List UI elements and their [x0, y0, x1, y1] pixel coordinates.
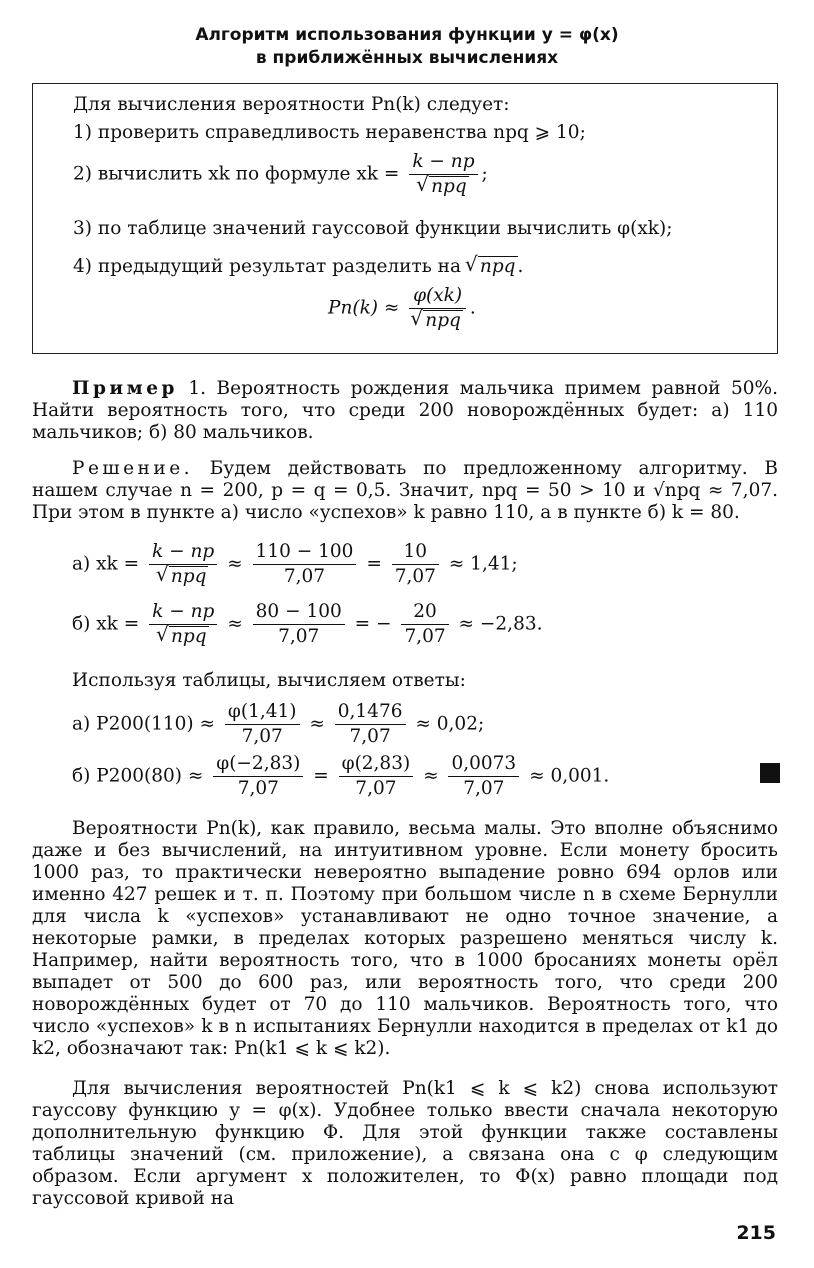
algorithm-title: [32, 24, 782, 70]
box-step-2: 2) вычислить xk по формуле xk = k − np √ npq ;: [73, 150, 488, 199]
box-step-4: 4) предыдущий результат разделить на √ npq .: [73, 256, 523, 277]
step2-prefix: 2) вычислить xk по формуле xk =: [73, 163, 400, 185]
algorithm-box: [32, 83, 778, 354]
answer-a: а) P200(110) ≈ $\frac{\varphi(1,41)}{7,07}$ ≈ $\frac{0,1476}{7,07}$ ≈ 0,02;: [72, 701, 485, 747]
title-line-1: Алгоритм использования функции y = φ(x): [195, 25, 619, 45]
equation-b: б) xk = k − np √ npq ≈ $\frac{80 - 100}{7,07}$ = − $\frac{20}{7,07}$ ≈ −2,83.: [72, 600, 543, 649]
box-step-1: 1) проверить справедливость неравенства npq ⩾ 10;: [73, 122, 586, 143]
end-of-proof-square: [760, 763, 780, 783]
box-step-3: 3) по таблице значений гауссовой функции вычислить φ(xk);: [73, 218, 673, 239]
paragraph-1: Вероятности Pn(k), как правило, весьма малы. Это вполне объяснимо даже и без вычислений, на интуитивном уровне. Если монету бросить 1000 раз, то практически невероятно выпадение ровно 694 орлов или именно 427 решек и т. п. Поэтому при большом числе n в схеме Бернулли для числа k «успехов» устанавливают не одно точное значение, а некоторые рамки, в пределах которых разрешено меняться числу k. Например, найти вероятность того, что в 1000 бросаниях монеты орёл выпадет от 500 до 600 раз, или вероятность того, что среди 200 новорождённых будет от 70 до 110 мальчиков. Вероятность того, что число «успехов» k в n испытаниях Бернулли находится в пределах от k1 до k2, обозначают так: Pn(k1 ⩽ k ⩽ k2).: [32, 818, 778, 1059]
step2-fraction: k − np √ npq: [409, 150, 477, 199]
solution-label: Решение.: [72, 458, 194, 479]
solution-paragraph: [32, 458, 778, 524]
using-tables-line: Используя таблицы, вычисляем ответы:: [72, 670, 466, 691]
equation-a: а) xk = k − np √ npq ≈ $\frac{110 - 100}{7,07}$ = $\frac{10}{7,07}$ ≈ 1,41;: [72, 540, 518, 589]
solution-text: Будем действовать по предложенному алгоритму. В нашем случае n = 200, p = q = 0,5. Значит, npq = 50 > 10 и √npq ≈ 7,07. При этом в пункте а) число «успехов» k равно 110, а в пункте б) k = 80.: [32, 458, 778, 523]
paragraph-2: Для вычисления вероятностей Pn(k1 ⩽ k ⩽ k2) снова используют гауссову функцию y = φ(x). Удобнее только ввести сначала некоторую дополнительную функцию Φ. Для этой функции также составлены таблицы значений (см. приложение), а связана она с φ следующим образом. Если аргумент x положителен, то Φ(x) равно площади под гауссовой кривой на: [32, 1078, 778, 1209]
example-text: 1. Вероятность рождения мальчика примем равной 50%. Найти вероятность того, что среди 200 новорождённых будет: а) 110 мальчиков; б) 80 мальчиков.: [32, 378, 778, 443]
page-number: 215: [736, 1222, 776, 1244]
answer-b: б) P200(80) ≈ $\frac{\varphi(-2,83)}{7,07}$ = $\frac{\varphi(2,83)}{7,07}$ ≈ $\frac{0,0073}{7,07}$ ≈ 0,001.: [72, 753, 610, 799]
page: [32, 0, 782, 1268]
box-final-formula: Pn(k) ≈ φ(xk) √ npq .: [328, 284, 476, 333]
title-line-2: в приближённых вычислениях: [255, 48, 559, 68]
step4-sqrt: √ npq: [478, 256, 518, 277]
example-label: Пример: [72, 378, 178, 399]
example-paragraph: [32, 378, 778, 444]
box-intro: Для вычисления вероятности Pn(k) следует:: [73, 94, 510, 115]
